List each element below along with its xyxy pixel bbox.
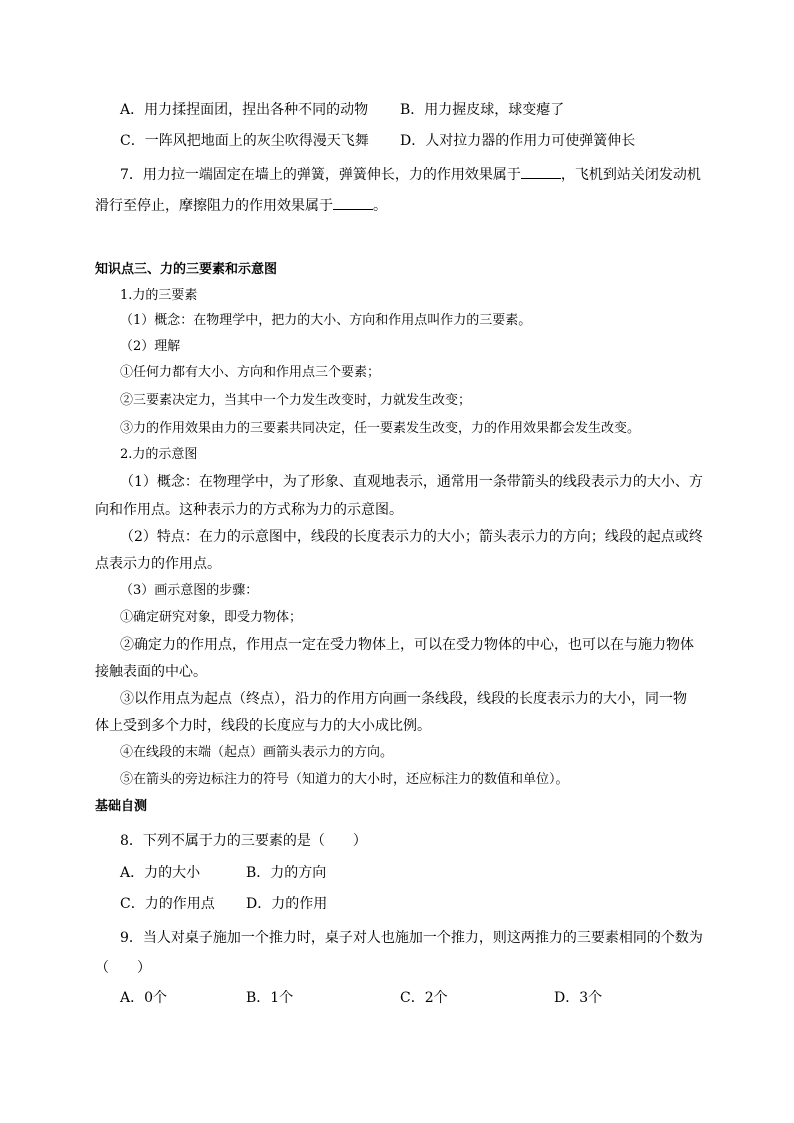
section3-s3-line2: 体上受到多个力时，线段的长度应与力的大小成比例。 [95, 718, 431, 734]
q8-option-a: A．力的大小 [120, 865, 201, 881]
q6-option-b: B．用力握皮球，球变瘪了 [400, 102, 565, 118]
q9-option-a: A．0个 [120, 990, 168, 1006]
section3-s4: ④在线段的末端（起点）画箭头表示力的方向。 [120, 745, 394, 760]
q7-text-a: 7．用力拉一端固定在墙上的弹簧，弹簧伸长，力的作用效果属于 [120, 167, 521, 183]
q7-text-c: 滑行至停止，摩擦阻力的作用效果属于 [95, 198, 333, 214]
section3-understand-label: （2）理解 [120, 339, 181, 354]
section3-u3: ③力的作用效果由力的三要素共同决定，任一要素发生改变，力的作用效果都会发生改变。 [120, 421, 641, 436]
q6-option-c: C．一阵风把地面上的灰尘吹得漫天飞舞 [120, 133, 369, 149]
section3-s3-line1: ③以作用点为起点（终点），沿力的作用方向画一条线段，线段的长度表示力的大小，同一物 [120, 691, 687, 707]
section3-sub2: 2.力的示意图 [120, 447, 198, 462]
section3-sub1: 1.力的三要素 [120, 288, 198, 303]
q9-stem-line2: （ ） [95, 960, 151, 976]
q8-option-c: C．力的作用点 [120, 896, 215, 912]
q6-option-a: A．用力揉捏面团，捏出各种不同的动物 [120, 102, 369, 118]
q9-stem-line1: 9．当人对桌子施加一个推力时，桌子对人也施加一个推力，则这两推力的三要素相同的个数为 [120, 930, 703, 946]
section3-s5: ⑤在箭头的旁边标注力的符号（知道力的大小时，还应标注力的数值和单位）。 [120, 772, 569, 787]
q7-line1 [120, 166, 701, 182]
q7-blank-1[interactable] [521, 166, 561, 179]
section3-concept1: （1）概念：在物理学中，把力的大小、方向和作用点叫作力的三要素。 [120, 313, 532, 328]
selftest-heading: 基础自测 [95, 799, 148, 814]
section3-s1: ①确定研究对象，即受力物体； [120, 610, 303, 625]
section3-concept2-line2: 向和作用点。这种表示力的方式称为力的示意图。 [95, 502, 403, 518]
q7-line2 [95, 197, 387, 213]
q7-blank-2[interactable] [333, 197, 373, 210]
section3-heading: 知识点三、力的三要素和示意图 [95, 262, 278, 277]
section3-u1: ①任何力都有大小、方向和作用点三个要素； [120, 365, 381, 380]
q8-stem: 8．下列不属于力的三要素的是（ ） [120, 833, 367, 849]
q9-option-c: C．2个 [400, 990, 448, 1006]
section3-u2: ②三要素决定力，当其中一个力发生改变时，力就发生改变； [120, 393, 472, 408]
section3-feature-line1: （2）特点：在力的示意图中，线段的长度表示力的大小；箭头表示力的方向；线段的起点或终 [120, 529, 703, 545]
q9-option-d: D．3个 [554, 990, 603, 1006]
section3-concept2-line1: （1）概念：在物理学中，为了形象、直观地表示，通常用一条带箭头的线段表示力的大小、方 [120, 474, 703, 490]
q7-text-b: ，飞机到站关闭发动机 [560, 167, 701, 183]
section3-s2-line2: 接触表面的中心。 [95, 664, 207, 680]
q8-option-b: B．力的方向 [246, 865, 327, 881]
section3-steps-label: （3）画示意图的步骤： [120, 583, 259, 598]
q9-option-b: B．1个 [246, 990, 294, 1006]
q6-option-d: D．人对拉力器的作用力可使弹簧伸长 [400, 133, 636, 149]
q8-option-d: D．力的作用 [246, 896, 328, 912]
q7-text-d: 。 [373, 198, 387, 214]
section3-feature-line2: 点表示力的作用点。 [95, 556, 221, 572]
section3-s2-line1: ②确定力的作用点，作用点一定在受力物体上，可以在受力物体的中心，也可以在与施力物体 [120, 637, 694, 653]
